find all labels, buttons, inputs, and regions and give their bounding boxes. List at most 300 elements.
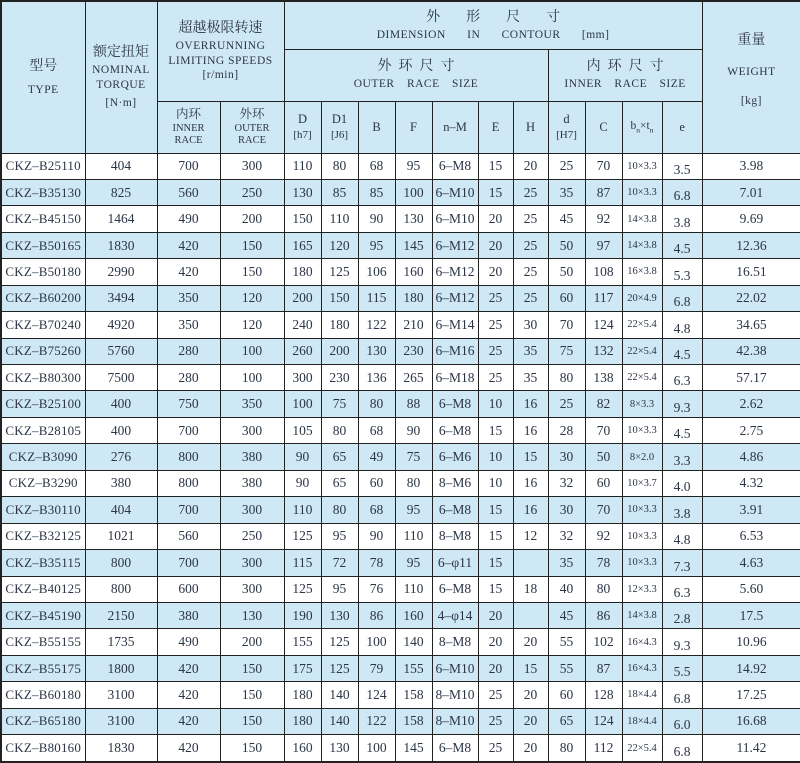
cell-inner-race-speed: 700 — [157, 550, 220, 576]
cell-F: 155 — [395, 655, 432, 681]
cell-e: 7.3 — [662, 550, 702, 576]
cell-B: 136 — [358, 365, 395, 391]
overrunning-label-en1: OVERRUNNING — [175, 40, 266, 53]
cell-weight: 17.25 — [702, 682, 800, 708]
cell-C: 102 — [585, 629, 622, 655]
cell-B: 115 — [358, 285, 395, 311]
cell-weight: 3.91 — [702, 497, 800, 523]
col-header-H: H — [513, 101, 548, 153]
cell-nominal-torque: 380 — [85, 470, 157, 496]
cell-d: 45 — [548, 206, 585, 232]
cell-F: 265 — [395, 365, 432, 391]
cell-E: 25 — [478, 365, 513, 391]
table-row — [1, 470, 800, 496]
cell-F: 110 — [395, 523, 432, 549]
cell-C: 70 — [585, 153, 622, 179]
cell-d: 55 — [548, 629, 585, 655]
outer-size-label-en: OUTER RACE SIZE — [353, 78, 479, 91]
table-row — [1, 523, 800, 549]
cell-outer-race-speed: 120 — [220, 285, 284, 311]
cell-type: CKZ–B45190 — [1, 602, 85, 628]
cell-D1: 230 — [321, 365, 358, 391]
col-header-D — [284, 101, 321, 153]
cell-H: 20 — [513, 682, 548, 708]
cell-weight: 2.62 — [702, 391, 800, 417]
cell-weight: 57.17 — [702, 365, 800, 391]
cell-D: 180 — [284, 259, 321, 285]
cell-B: 90 — [358, 523, 395, 549]
cell-outer-race-speed: 150 — [220, 655, 284, 681]
cell-nominal-torque: 3100 — [85, 682, 157, 708]
cell-e: 6.8 — [662, 179, 702, 205]
col-header-B: B — [358, 101, 395, 153]
table-row — [1, 550, 800, 576]
weight-label-en: WEIGHT — [727, 66, 776, 79]
cell-D: 105 — [284, 417, 321, 443]
table-row — [1, 655, 800, 681]
cell-C: 92 — [585, 206, 622, 232]
cell-B: 122 — [358, 312, 395, 338]
inner-speed-zh: 内环 — [175, 107, 201, 122]
cell-H: 20 — [513, 629, 548, 655]
cell-weight: 2.75 — [702, 417, 800, 443]
bt-b: b — [630, 119, 637, 132]
cell-bn-tn: 8×2.0 — [622, 444, 662, 470]
table-row — [1, 206, 800, 232]
cell-nominal-torque: 800 — [85, 576, 157, 602]
col-header-outer-race-speed — [220, 101, 284, 153]
cell-inner-race-speed: 380 — [157, 602, 220, 628]
cell-weight: 7.01 — [702, 179, 800, 205]
cell-nominal-torque: 1800 — [85, 655, 157, 681]
cell-nominal-torque: 825 — [85, 179, 157, 205]
cell-E: 25 — [478, 682, 513, 708]
D-tolerance: [h7] — [293, 129, 312, 142]
cell-n-M: 8–M8 — [432, 523, 478, 549]
cell-e: 6.3 — [662, 365, 702, 391]
cell-outer-race-speed: 100 — [220, 338, 284, 364]
cell-weight: 16.51 — [702, 259, 800, 285]
cell-inner-race-speed: 350 — [157, 312, 220, 338]
cell-H: 16 — [513, 470, 548, 496]
cell-C: 70 — [585, 417, 622, 443]
cell-inner-race-speed: 420 — [157, 232, 220, 258]
cell-inner-race-speed: 280 — [157, 338, 220, 364]
cell-bn-tn: 10×3.3 — [622, 417, 662, 443]
cell-B: 124 — [358, 682, 395, 708]
cell-n-M: 6–M18 — [432, 365, 478, 391]
cell-weight: 17.5 — [702, 602, 800, 628]
col-header-type — [1, 1, 85, 153]
cell-nominal-torque: 2990 — [85, 259, 157, 285]
cell-inner-race-speed: 350 — [157, 285, 220, 311]
cell-C: 87 — [585, 655, 622, 681]
cell-type: CKZ–B70240 — [1, 312, 85, 338]
cell-n-M: 6–M10 — [432, 179, 478, 205]
cell-B: 85 — [358, 179, 395, 205]
cell-bn-tn: 18×4.4 — [622, 708, 662, 734]
cell-e: 4.5 — [662, 417, 702, 443]
cell-H: 35 — [513, 338, 548, 364]
cell-outer-race-speed: 300 — [220, 417, 284, 443]
cell-inner-race-speed: 700 — [157, 153, 220, 179]
cell-B: 78 — [358, 550, 395, 576]
cell-outer-race-speed: 150 — [220, 259, 284, 285]
cell-bn-tn: 10×3.3 — [622, 550, 662, 576]
cell-d: 28 — [548, 417, 585, 443]
cell-F: 95 — [395, 550, 432, 576]
cell-E: 15 — [478, 153, 513, 179]
cell-bn-tn: 14×3.8 — [622, 206, 662, 232]
cell-F: 100 — [395, 179, 432, 205]
cell-D: 175 — [284, 655, 321, 681]
cell-outer-race-speed: 150 — [220, 682, 284, 708]
cell-D: 110 — [284, 153, 321, 179]
cell-weight: 4.32 — [702, 470, 800, 496]
D1-tolerance: [J6] — [330, 129, 349, 142]
cell-weight: 4.63 — [702, 550, 800, 576]
cell-type: CKZ–B35115 — [1, 550, 85, 576]
cell-H: 12 — [513, 523, 548, 549]
cell-outer-race-speed: 120 — [220, 312, 284, 338]
cell-F: 180 — [395, 285, 432, 311]
cell-nominal-torque: 3494 — [85, 285, 157, 311]
cell-E: 25 — [478, 338, 513, 364]
cell-d: 50 — [548, 232, 585, 258]
cell-E: 15 — [478, 417, 513, 443]
cell-F: 80 — [395, 470, 432, 496]
cell-H: 16 — [513, 417, 548, 443]
cell-n-M: 6–M12 — [432, 232, 478, 258]
cell-n-M: 8–M6 — [432, 470, 478, 496]
cell-C: 108 — [585, 259, 622, 285]
table-row — [1, 232, 800, 258]
table-row — [1, 285, 800, 311]
cell-nominal-torque: 2150 — [85, 602, 157, 628]
cell-n-M: 4–φ14 — [432, 602, 478, 628]
cell-D: 150 — [284, 206, 321, 232]
cell-inner-race-speed: 420 — [157, 655, 220, 681]
cell-bn-tn: 20×4.9 — [622, 285, 662, 311]
cell-B: 95 — [358, 232, 395, 258]
cell-E: 20 — [478, 206, 513, 232]
cell-H: 20 — [513, 153, 548, 179]
cell-D: 240 — [284, 312, 321, 338]
cell-d: 25 — [548, 153, 585, 179]
table-row — [1, 179, 800, 205]
cell-bn-tn: 16×4.3 — [622, 655, 662, 681]
cell-H: 30 — [513, 312, 548, 338]
cell-n-M: 6–M10 — [432, 206, 478, 232]
cell-n-M: 6–M12 — [432, 285, 478, 311]
cell-d: 50 — [548, 259, 585, 285]
table-row — [1, 708, 800, 734]
table-header — [1, 1, 800, 153]
cell-D: 90 — [284, 470, 321, 496]
table-row — [1, 629, 800, 655]
cell-outer-race-speed: 250 — [220, 523, 284, 549]
cell-e: 4.8 — [662, 523, 702, 549]
cell-bn-tn: 22×5.4 — [622, 365, 662, 391]
cell-D1: 125 — [321, 655, 358, 681]
overrunning-label-zh: 超越极限转速 — [178, 21, 263, 37]
cell-n-M: 8–M10 — [432, 682, 478, 708]
cell-bn-tn: 10×3.3 — [622, 523, 662, 549]
cell-E: 15 — [478, 497, 513, 523]
cell-d: 30 — [548, 444, 585, 470]
table-row — [1, 602, 800, 628]
table-row — [1, 444, 800, 470]
cell-weight: 34.65 — [702, 312, 800, 338]
cell-E: 25 — [478, 735, 513, 762]
cell-e: 9.3 — [662, 629, 702, 655]
cell-d: 25 — [548, 391, 585, 417]
cell-D: 300 — [284, 365, 321, 391]
cell-H: 18 — [513, 576, 548, 602]
cell-E: 20 — [478, 232, 513, 258]
cell-C: 92 — [585, 523, 622, 549]
cell-d: 30 — [548, 497, 585, 523]
cell-bn-tn: 10×3.3 — [622, 497, 662, 523]
table-row — [1, 735, 800, 762]
cell-e: 4.8 — [662, 312, 702, 338]
cell-E: 25 — [478, 285, 513, 311]
cell-D: 180 — [284, 682, 321, 708]
cell-d: 80 — [548, 735, 585, 762]
inner-size-label-en: INNER RACE SIZE — [564, 78, 686, 91]
cell-inner-race-speed: 560 — [157, 179, 220, 205]
cell-inner-race-speed: 700 — [157, 497, 220, 523]
cell-d: 65 — [548, 708, 585, 734]
table-row — [1, 259, 800, 285]
col-header-weight — [702, 1, 800, 153]
cell-d: 55 — [548, 655, 585, 681]
dimension-label-en — [285, 28, 702, 42]
cell-n-M: 6–M16 — [432, 338, 478, 364]
cell-e: 4.5 — [662, 338, 702, 364]
cell-D1: 72 — [321, 550, 358, 576]
cell-D1: 85 — [321, 179, 358, 205]
cell-H: 25 — [513, 259, 548, 285]
cell-B: 100 — [358, 629, 395, 655]
table-row — [1, 391, 800, 417]
cell-n-M: 8–M8 — [432, 629, 478, 655]
cell-H: 20 — [513, 708, 548, 734]
bt-n2: n — [649, 125, 654, 135]
cell-D1: 180 — [321, 312, 358, 338]
cell-d: 35 — [548, 179, 585, 205]
cell-nominal-torque: 400 — [85, 391, 157, 417]
cell-H — [513, 550, 548, 576]
cell-outer-race-speed: 200 — [220, 206, 284, 232]
cell-D: 90 — [284, 444, 321, 470]
cell-inner-race-speed: 700 — [157, 417, 220, 443]
cell-D: 260 — [284, 338, 321, 364]
cell-type: CKZ–B30110 — [1, 497, 85, 523]
cell-D1: 80 — [321, 497, 358, 523]
cell-nominal-torque: 1830 — [85, 735, 157, 762]
overrunning-unit: [r/min] — [202, 68, 239, 81]
cell-B: 100 — [358, 735, 395, 762]
cell-e: 6.8 — [662, 735, 702, 762]
cell-E: 25 — [478, 312, 513, 338]
cell-C: 138 — [585, 365, 622, 391]
cell-n-M: 6–M8 — [432, 576, 478, 602]
col-header-e: e — [662, 101, 702, 153]
cell-d: 40 — [548, 576, 585, 602]
cell-type: CKZ–B75260 — [1, 338, 85, 364]
cell-outer-race-speed: 300 — [220, 497, 284, 523]
cell-type: CKZ–B55155 — [1, 629, 85, 655]
cell-C: 112 — [585, 735, 622, 762]
cell-nominal-torque: 404 — [85, 497, 157, 523]
cell-C: 117 — [585, 285, 622, 311]
cell-n-M: 6–M6 — [432, 444, 478, 470]
cell-weight: 6.53 — [702, 523, 800, 549]
cell-e: 2.8 — [662, 602, 702, 628]
cell-D1: 125 — [321, 259, 358, 285]
cell-B: 86 — [358, 602, 395, 628]
cell-inner-race-speed: 800 — [157, 444, 220, 470]
outer-speed-en2: RACE — [238, 135, 267, 147]
cell-weight: 9.69 — [702, 206, 800, 232]
cell-D: 190 — [284, 602, 321, 628]
cell-inner-race-speed: 280 — [157, 365, 220, 391]
cell-F: 158 — [395, 682, 432, 708]
cell-D: 130 — [284, 179, 321, 205]
cell-n-M: 6–M12 — [432, 259, 478, 285]
cell-e: 3.3 — [662, 444, 702, 470]
cell-type: CKZ–B60200 — [1, 285, 85, 311]
col-header-n-M: n–M — [432, 101, 478, 153]
cell-D1: 130 — [321, 735, 358, 762]
cell-D: 165 — [284, 232, 321, 258]
cell-type: CKZ–B65180 — [1, 708, 85, 734]
cell-e: 3.8 — [662, 206, 702, 232]
cell-n-M: 6–M8 — [432, 735, 478, 762]
cell-e: 3.5 — [662, 153, 702, 179]
cell-type: CKZ–B25100 — [1, 391, 85, 417]
cell-inner-race-speed: 800 — [157, 470, 220, 496]
cell-d: 32 — [548, 523, 585, 549]
cell-F: 160 — [395, 602, 432, 628]
cell-nominal-torque: 5760 — [85, 338, 157, 364]
cell-outer-race-speed: 130 — [220, 602, 284, 628]
table-row — [1, 312, 800, 338]
cell-H: 16 — [513, 391, 548, 417]
cell-D1: 140 — [321, 708, 358, 734]
cell-D1: 150 — [321, 285, 358, 311]
cell-D1: 75 — [321, 391, 358, 417]
cell-B: 60 — [358, 470, 395, 496]
cell-e: 4.5 — [662, 232, 702, 258]
cell-e: 5.3 — [662, 259, 702, 285]
table-row — [1, 417, 800, 443]
col-header-bn-tn — [622, 101, 662, 153]
cell-F: 140 — [395, 629, 432, 655]
cell-type: CKZ–B25110 — [1, 153, 85, 179]
cell-inner-race-speed: 420 — [157, 682, 220, 708]
cell-outer-race-speed: 300 — [220, 576, 284, 602]
cell-E: 15 — [478, 523, 513, 549]
cell-nominal-torque: 3100 — [85, 708, 157, 734]
cell-B: 76 — [358, 576, 395, 602]
cell-weight: 14.92 — [702, 655, 800, 681]
cell-H: 16 — [513, 497, 548, 523]
cell-d: 32 — [548, 470, 585, 496]
cell-weight: 42.38 — [702, 338, 800, 364]
cell-E: 15 — [478, 576, 513, 602]
weight-unit: [kg] — [740, 94, 762, 107]
cell-F: 90 — [395, 417, 432, 443]
cell-F: 145 — [395, 735, 432, 762]
cell-nominal-torque: 404 — [85, 153, 157, 179]
col-header-inner-race-speed — [157, 101, 220, 153]
cell-H: 25 — [513, 232, 548, 258]
table-row — [1, 338, 800, 364]
cell-bn-tn: 8×3.3 — [622, 391, 662, 417]
cell-H: 15 — [513, 655, 548, 681]
col-header-E: E — [478, 101, 513, 153]
dimension-label-zh: 外形尺寸 — [426, 9, 587, 25]
torque-label-en1: NOMINAL — [92, 64, 150, 77]
cell-D: 125 — [284, 576, 321, 602]
weight-label-zh: 重量 — [737, 33, 766, 49]
cell-outer-race-speed: 150 — [220, 232, 284, 258]
cell-D1: 65 — [321, 444, 358, 470]
outer-speed-zh: 外环 — [239, 107, 265, 122]
D1-symbol: D1 — [331, 112, 348, 127]
inner-speed-en1: INNER — [172, 122, 205, 134]
cell-e: 6.8 — [662, 285, 702, 311]
cell-e: 4.0 — [662, 470, 702, 496]
cell-type: CKZ–B50165 — [1, 232, 85, 258]
cell-outer-race-speed: 380 — [220, 470, 284, 496]
cell-H: 25 — [513, 206, 548, 232]
cell-inner-race-speed: 600 — [157, 576, 220, 602]
cell-D: 160 — [284, 735, 321, 762]
cell-inner-race-speed: 420 — [157, 259, 220, 285]
cell-H: 20 — [513, 735, 548, 762]
cell-C: 50 — [585, 444, 622, 470]
cell-weight: 16.68 — [702, 708, 800, 734]
cell-bn-tn: 10×3.7 — [622, 470, 662, 496]
d-symbol: d — [563, 112, 570, 127]
cell-B: 106 — [358, 259, 395, 285]
col-header-D1 — [321, 101, 358, 153]
type-label-en: TYPE — [27, 83, 59, 96]
col-header-dimension — [284, 1, 702, 49]
cell-B: 68 — [358, 497, 395, 523]
cell-nominal-torque: 1464 — [85, 206, 157, 232]
cell-n-M: 6–M14 — [432, 312, 478, 338]
cell-d: 45 — [548, 602, 585, 628]
bt-n1: n — [636, 125, 641, 135]
cell-E: 20 — [478, 602, 513, 628]
table-row — [1, 153, 800, 179]
cell-C: 128 — [585, 682, 622, 708]
cell-weight: 5.60 — [702, 576, 800, 602]
inner-speed-en2: RACE — [174, 135, 203, 147]
cell-C: 78 — [585, 550, 622, 576]
cell-D1: 95 — [321, 523, 358, 549]
cell-F: 160 — [395, 259, 432, 285]
overrunning-label-en2: LIMITING SPEEDS — [168, 54, 273, 67]
cell-E: 10 — [478, 444, 513, 470]
col-header-nominal-torque — [85, 1, 157, 153]
cell-B: 68 — [358, 153, 395, 179]
cell-B: 122 — [358, 708, 395, 734]
